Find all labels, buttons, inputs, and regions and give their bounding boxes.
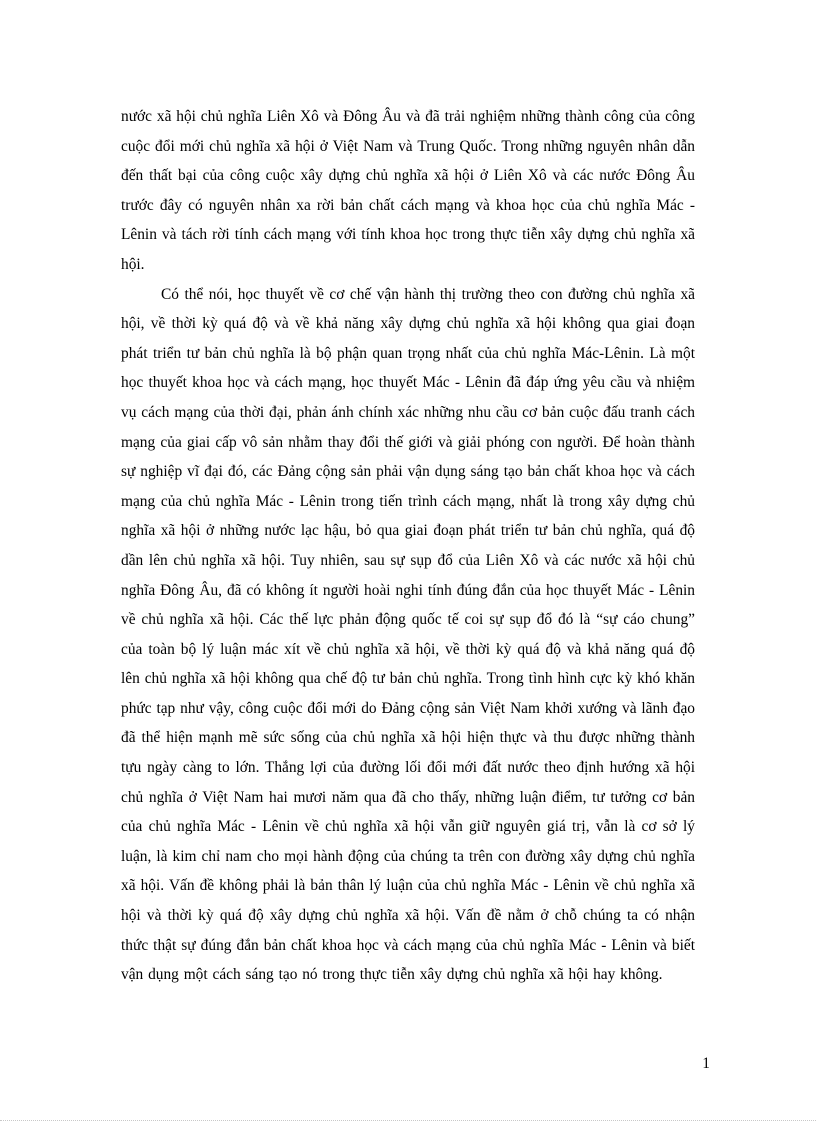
body-text xyxy=(121,102,695,990)
paragraph-main: Có thể nói, học thuyết về cơ chế vận hành thị trường theo con đường chủ nghĩa xã hội, về thời kỳ quá độ và về khả năng xây dựng chủ nghĩa xã hội không qua giai đoạn phát triển tư bản chủ nghĩa là bộ phận quan trọng nhất của chủ nghĩa Mác-Lênin. Là một học thuyết khoa học và cách mạng, học thuyết Mác - Lênin đã đáp ứng yêu cầu và nhiệm vụ cách mạng của thời đại, phản ánh chính xác những nhu cầu cơ bản cuộc đấu tranh cách mạng của giai cấp vô sản nhằm thay đổi thế giới và giải phóng con người. Để hoàn thành sự nghiệp vĩ đại đó, các Đảng cộng sản phải vận dụng sáng tạo bản chất khoa học và cách mạng của chủ nghĩa Mác - Lênin trong tiến trình cách mạng, nhất là trong xây dựng chủ nghĩa xã hội ở những nước lạc hậu, bỏ qua giai đoạn phát triển tư bản chủ nghĩa, quá độ dần lên chủ nghĩa xã hội. Tuy nhiên, sau sự sụp đổ của Liên Xô và các nước xã hội chủ nghĩa Đông Âu, đã có không ít người hoài nghi tính đúng đắn của học thuyết Mác - Lênin về chủ nghĩa xã hội. Các thế lực phản động quốc tế coi sự sụp đổ đó là “sự cáo chung” của toàn bộ lý luận mác xít về chủ nghĩa xã hội, về thời kỳ quá độ và khả năng quá độ lên chủ nghĩa xã hội không qua chế độ tư bản chủ nghĩa. Trong tình hình cực kỳ khó khăn phức tạp như vậy, công cuộc đổi mới do Đảng cộng sản Việt Nam khởi xướng và lãnh đạo đã thể hiện mạnh mẽ sức sống của chủ nghĩa xã hội hiện thực và thu được những thành tựu ngày càng to lớn. Thắng lợi của đường lối đổi mới đất nước theo định hướng xã hội chủ nghĩa ở Việt Nam hai mươi năm qua đã cho thấy, những luận điểm, tư tưởng cơ bản của chủ nghĩa Mác - Lênin về chủ nghĩa xã hội vẫn giữ nguyên giá trị, vẫn là cơ sở lý luận, là kim chỉ nam cho mọi hành động của chúng ta trên con đường xây dựng chủ nghĩa xã hội. Vấn đề không phải là bản thân lý luận của chủ nghĩa Mác - Lênin về chủ nghĩa xã hội và thời kỳ quá độ xây dựng chủ nghĩa xã hội. Vấn đề nằm ở chỗ chúng ta có nhận thức thật sự đúng đắn bản chất khoa học và cách mạng của chủ nghĩa Mác - Lênin và biết vận dụng một cách sáng tạo nó trong thực tiễn xây dựng chủ nghĩa xã hội hay không. xyxy=(121,285,695,984)
paragraph-continuation: nước xã hội chủ nghĩa Liên Xô và Đông Âu và đã trải nghiệm những thành công của công cuộc đổi mới chủ nghĩa xã hội ở Việt Nam và Trung Quốc. Trong những nguyên nhân dẫn đến thất bại của công cuộc xây dựng chủ nghĩa xã hội ở Liên Xô và các nước Đông Âu trước đây có nguyên nhân xa rời bản chất cách mạng và khoa học của chủ nghĩa Mác - Lênin và tách rời tính cách mạng với tính khoa học trong thực tiễn xây dựng chủ nghĩa xã hội. xyxy=(121,108,695,273)
page-bottom-divider xyxy=(0,1120,816,1121)
page-number: 1 xyxy=(702,1055,710,1072)
